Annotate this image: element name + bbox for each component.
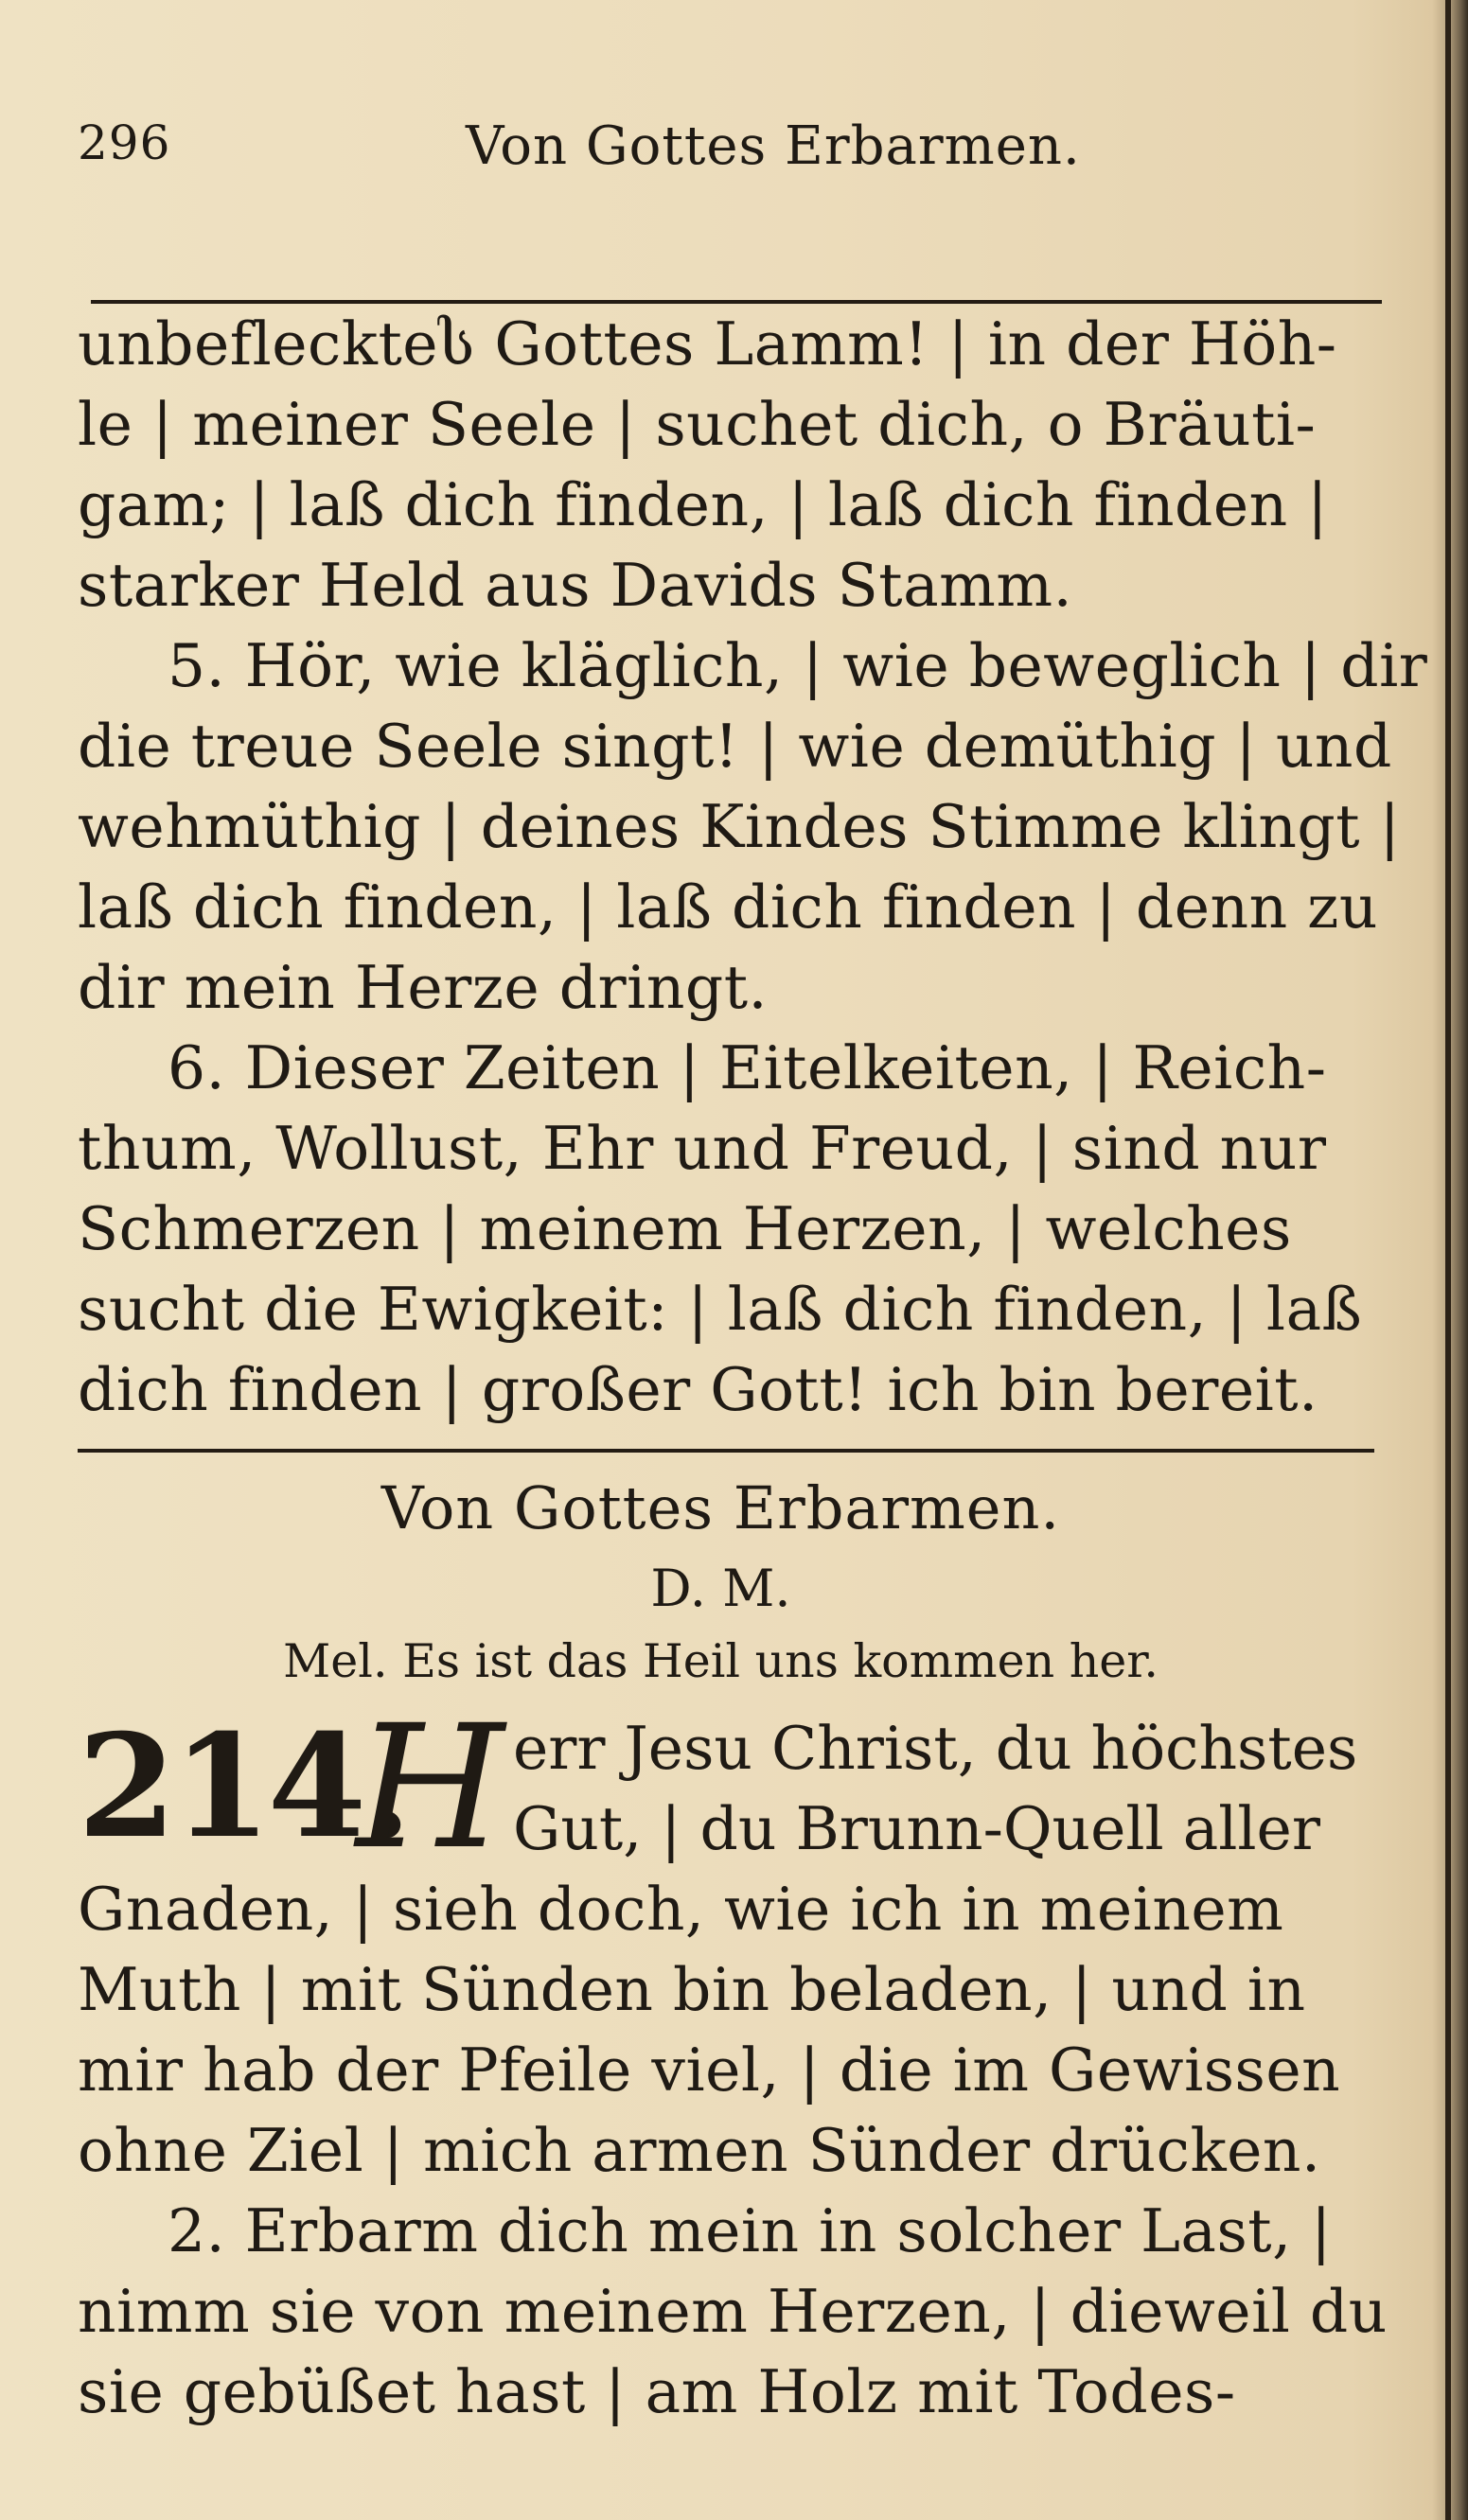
text-line: sie gebüßet hast | am Holz mit Todes- (78, 2357, 1236, 2426)
running-header (78, 115, 1364, 210)
text-line: mir hab der Pfeile viel, | die im Gewissen (78, 2035, 1341, 2105)
text-line: 2. Erbarm dich mein in solcher Last, | (168, 2196, 1332, 2265)
text-line: dir mein Herze dringt. (78, 953, 769, 1022)
hymn-stanza-1 (78, 1869, 1364, 2191)
text-line: laß dich finden, | laß dich finden | denn zu (78, 872, 1378, 942)
text-line: 6. Dieser Zeiten | Eitelkeiten, | Reich- (168, 1033, 1327, 1102)
hymn-number: 214. (78, 1703, 409, 1870)
text-line: Gnaden, | sieh doch, wie ich in meinem (78, 1875, 1284, 1944)
hymn-author: D. M. (650, 1559, 791, 1618)
text-line: thum, Wollust, Ehr und Freud, | sind nur (78, 1114, 1327, 1183)
text-line: err Jesu Christ, du höchstes (513, 1714, 1358, 1783)
text-line: le | meiner Seele | suchet dich, o Bräuti- (78, 390, 1317, 459)
text-line: sucht die Ewigkeit: | laß dich finden, | laß (78, 1275, 1363, 1344)
text-line: starker Held aus Davids Stamm. (78, 551, 1073, 620)
drop-cap: H (356, 1689, 504, 1887)
hymn-stanza-2 (78, 2191, 1388, 2432)
text-line: Schmerzen | meinem Herzen, | welches (78, 1194, 1292, 1263)
section-rule (78, 1449, 1374, 1453)
hymn-title: Von Gottes Erbarmen. (380, 1473, 1061, 1542)
page-number: 296 (78, 115, 171, 170)
continued-stanza (78, 304, 1364, 626)
running-title: Von Gottes Erbarmen. (466, 115, 1081, 177)
stanza-5 (78, 626, 1428, 1028)
text-line: Muth | mit Sünden bin beladen, | und in (78, 1955, 1306, 2024)
stanza-6 (78, 1028, 1364, 1430)
text-line: unbefleckteს Gottes Lamm! | in der Höh- (78, 309, 1337, 379)
text-line: wehmüthig | deines Kindes Stimme klingt | (78, 792, 1401, 861)
text-line: ohne Ziel | mich armen Sünder drücken. (78, 2116, 1321, 2185)
text-line: die treue Seele singt! | wie demüthig | und (78, 712, 1392, 781)
text-line: dich finden | großer Gott! ich bin bereit. (78, 1355, 1318, 1424)
text-line: Gut, | du Brunn-Quell aller (513, 1794, 1320, 1863)
text-line: nimm sie von meinem Herzen, | dieweil du (78, 2277, 1388, 2346)
hymn-melody: Mel. Es ist das Heil uns kommen her. (283, 1634, 1158, 1688)
text-line: gam; | laß dich finden, | laß dich finden | (78, 470, 1328, 539)
hymn-opening (78, 1689, 1364, 1887)
text-line: 5. Hör, wie kläglich, | wie beweglich | dir (168, 631, 1428, 700)
book-spine-edge (1445, 0, 1451, 2520)
